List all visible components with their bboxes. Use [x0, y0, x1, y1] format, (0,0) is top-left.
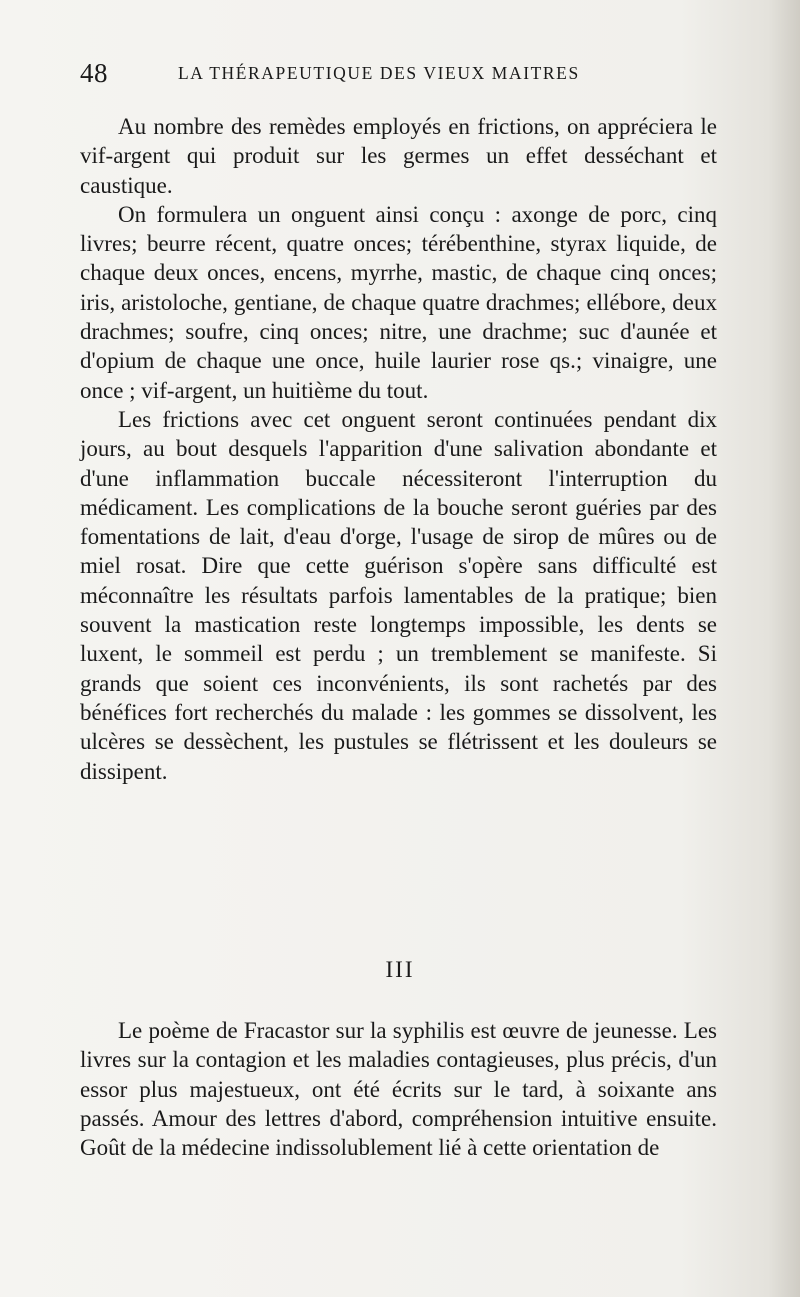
section-heading: III	[385, 957, 415, 982]
body-text	[80, 112, 717, 786]
paragraph-3: Les frictions avec cet onguent seront continuées pendant dix jours, au bout desquels l'apparition d'une salivation abondante et d'une inflammation buccale nécessiteront l'interruption du médicament. Les complications de la bouche seront guéries par des fomentations de lait, d'eau d'orge, l'usage de sirop de mûres ou de miel rosat. Dire que cette guérison s'opère sans difficulté est méconnaître les résultats parfois lamentables de la pratique; bien souvent la mastication reste longtemps impossible, les dents se luxent, le sommeil est perdu ; un tremblement se manifeste. Si grands que soient ces inconvénients, ils sont rachetés par des bénéfices fort recherchés du malade : les gommes se dissolvent, les ulcères se dessèchent, les pustules se flétrissent et les douleurs se dissipent.	[80, 406, 717, 784]
paragraph-1: Au nombre des remèdes employés en frictions, on appréciera le vif-argent qui produit sur les germes un effet desséchant et caustique.	[80, 114, 717, 198]
paragraph-4: Le poème de Fracastor sur la syphilis est œuvre de jeunesse. Les livres sur la contagion et les maladies contagieuses, plus précis, d'un essor plus majestueux, ont été écrits sur le tard, à soixante ans passés. Amour des lettres d'abord, compréhension intuitive ensuite. Goût de la médecine indissolublement lié à cette orientation de	[80, 1018, 717, 1161]
running-head: LA THÉRAPEUTIQUE DES VIEUX MAITRES	[178, 63, 580, 83]
page-header	[80, 58, 720, 92]
section-body-text	[80, 1016, 717, 1162]
page-number: 48	[80, 58, 108, 88]
paragraph-2: On formulera un onguent ainsi conçu : axonge de porc, cinq livres; beurre récent, quatre onces; térébenthine, styrax liquide, de chaque deux onces, encens, myrrhe, mastic, de chaque cinq onces; iris, aristoloche, gentiane, de chaque quatre drachmes; ellébore, deux drachmes; soufre, cinq onces; nitre, une drachme; suc d'aunée et d'opium de chaque une once, huile laurier rose qs.; vinaigre, une once ; vif-argent, un huitième du tout.	[80, 201, 717, 403]
